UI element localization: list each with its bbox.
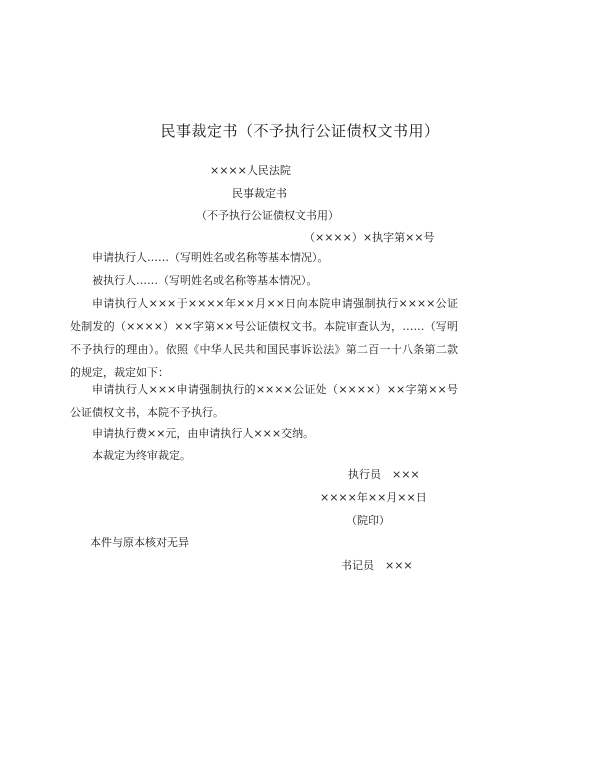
- document-title: 民事裁定书（不予执行公证债权文书用）: [160, 122, 440, 140]
- document-subtype: （不予执行公证债权文书用）: [196, 209, 339, 222]
- court-name: ××××人民法院: [210, 164, 291, 177]
- clerk-signature: 书记员 ×××: [341, 559, 413, 572]
- ruling-date: ××××年××月××日: [320, 491, 427, 504]
- document-type: 民事裁定书: [232, 187, 287, 200]
- body-paragraph-final: 本裁定为终审裁定。: [92, 449, 191, 462]
- respondent-line: 被执行人……（写明姓名或名称等基本情况）。: [92, 274, 318, 287]
- applicant-line: 申请执行人……（写明姓名或名称等基本情况）。: [92, 251, 329, 264]
- body-paragraph-reasoning: 申请执行人×××于××××年××月××日向本院申请强制执行××××公证处制发的（××××）××字第××号公证债权文书。本院审查认为，……（写明不予执行的理由）。依照《中华人民共和国民事诉讼法》第二百一十八条第二款的规定，裁定如下：: [70, 297, 458, 379]
- verification-note: 本件与原本核对无异: [90, 536, 189, 549]
- body-paragraph-ruling: 申请执行人×××申请强制执行的××××公证处（××××）××字第××号公证债权文书，本院不予执行。: [70, 383, 458, 419]
- body-paragraph-fee: 申请执行费××元，由申请执行人×××交纳。: [92, 427, 315, 440]
- court-seal: （院印）: [346, 514, 390, 527]
- case-number: （××××）×执字第××号: [304, 231, 435, 244]
- executor-signature: 执行员 ×××: [348, 468, 420, 481]
